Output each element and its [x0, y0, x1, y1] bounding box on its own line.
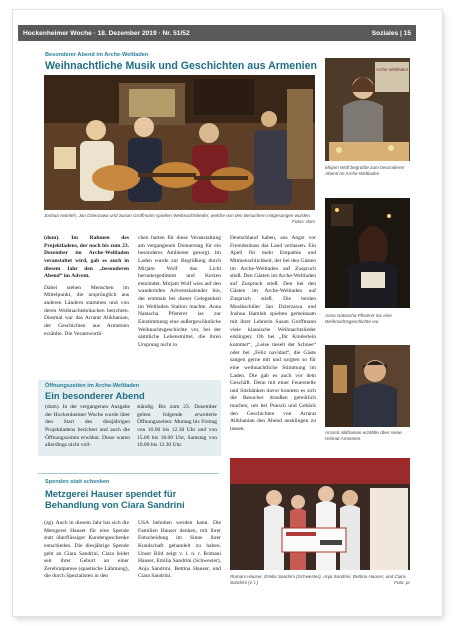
article2-photo-caption [230, 574, 410, 586]
page-header [18, 25, 416, 41]
side-caption-2: Anna Natascha Pfisterer las eine Weihnachtsgeschichte vor. [325, 313, 392, 325]
photo-arrarat-alikhanian [325, 345, 410, 427]
article2-kicker: Spenden statt schenken [45, 479, 110, 485]
article2-col1-body: (zg). Auch in diesem Jahr hat sich die Metzgerei Hauser für eine Spende statt überflüssiger Kundengeschenke entschieden. Die diesjährige Spende geht an Ciara Sandrini. Ciara leidet seit ihrer Geburt an einer Zerebralparese (spastische Lähmung), die durch Spezialisten in den [44, 520, 129, 580]
weltladen-sign: Arche Weltladen [375, 67, 409, 72]
article1-col1-body: Dabei stehen Menschen im Mittelpunkt, die ursprünglich aus anderen Ländern stammen und von deren Weihnachtsbräuchen berichten. Diesmal war das Arrarat Alikhanian, der Geschichten aus Armenien erzählte. Die Verantwortli- [44, 284, 129, 337]
article1-headline: Weihnachtliche Musik und Geschichten aus Armenien [45, 60, 317, 72]
article1-column-3 [230, 235, 316, 438]
photo-anna-pfisterer [325, 198, 410, 308]
article2-col2-body: USA behoben werden kann. Die Familien Hauser denken, mit ihrer Entscheidung im Sinne ihrer Kundschaft gehandelt zu haben. Unser Bild zeigt v. l. n. r. Romani Hauser, Emilia Sandrini (Schwester), Anja Sandrini, Bettina Hauser, und Ciara Sandrini. [138, 520, 221, 580]
article2-photo-credit: Foto: pr [394, 580, 410, 586]
side-caption-3: Arrarat Alikhanian erzählte über seine Heimat Armenien. [325, 430, 402, 442]
photo-mirjam-wolf [325, 58, 410, 161]
main-photo-caption [44, 213, 315, 225]
article1-kicker: Besonderer Abend im Arche-Weltladen [45, 52, 149, 58]
article1-lead: (dom). Im Rahmen des Projektladens, der noch bis zum 23. Dezember im Arche-Weltladen veranstaltet wird, gab es auch in diesem Jahr den „besonderen Abend“ im Advent. [44, 235, 129, 280]
main-photo-musicians [44, 75, 315, 210]
infobox-headline: Ein besonderer Abend [45, 390, 145, 401]
article1-column-2 [138, 235, 221, 354]
article2-column-1 [44, 520, 129, 585]
article1-col3-body: Deutschland haben, aus Angst vor Fremdenhass das Land verlassen. Ein Apell für mehr Empathie und Mitmenschlichkeit, der bei den Gästen im Arche-Weltladen auf Zuspruch stieß. Den Gästen im Arche-Weltladen auf Zuspruch stieß. Den bei den Gästen im Arche-Weltladen auf Zuspruch stieß. Die beiden Musikschüler Jan Dzierzawa und Joshua Hamleh spielten gemeinsam mit ihrer Lehrerin Susan Groffmann viele klassische Weihnachtslieder erklingen: Ob bei „Ihr Kinderlein kommet“, „Leise rieselt der Schnee“ oder bei „Feliz navidad“, die Gäste sangen gerne mit und sorgten so für eine weihnachtliche Stimmung im Laden. Die gab es auch vor dem Geschäft. Denn mit einer Feuerstelle und Sitzbänken davor konnten es sich die Besucher draußen gemütlich machen, um bei Punsch und Gebäck den Geschichten von Arrarat Alikhanian den Abend ausklingen zu lassen. [230, 235, 316, 433]
article1-col2-body: chen hatten für diese Veranstaltung am vergangenen Donnerstag für ein besonderes Ambiente gesorgt. Im Laden wurde zur Begrüßung durch Mirjam Wolf das Licht heruntergedimmt und Kerzen entzündet. Mirjam Wolf wies auf den wandernden Adventskalender hin, der erstmals bei dieser Gelegenheit im Weltladen Station machte. Anna Natascha Pfisterer las zur Einstimmung eine außergewöhnliche Weihnachtsgeschichte vor, bei der sämtliche Lebensmittel, die ihren Ursprung nicht in [138, 235, 221, 348]
header-section: Soziales | 15 [371, 29, 411, 37]
section-divider [38, 473, 219, 474]
article2-headline: Metzgerei Hauser spendet für Behandlung von Ciara Sandrini [45, 488, 185, 511]
photo-hauser-donation [230, 458, 410, 570]
main-caption-text: Joshua Hamleh, Jan Dzierzawa und Susan Groffmann spielten Weihnachtslieder, welche von den Besuchern mitgesungen wurden. [44, 213, 312, 218]
infobox-col1-body: (dom). In der vergangenen Ausgabe der Hockenheimer Woche wurde über den Start des diesjährigen Projektladens berichtet und auch die Öffnungszeiten erwähnt. Diese waren allerdings nicht voll- [45, 404, 130, 449]
header-publication: Hockenheimer Woche · 18. Dezember 2019 · Nr. 51/52 [23, 29, 190, 37]
article2-column-2 [138, 520, 221, 585]
article1-column-1 [44, 235, 129, 342]
main-photo-credit: Fotos: dom [292, 219, 315, 225]
infobox-col2-body: ständig. Bis zum 23. Dezember gelten folgende erweiterte Öffnungszeiten: Montag bis Freitag von 10.00 bis 12.30 Uhr und von 15.00 bis 18.00 Uhr, Samstag von 10.00 bis 12.30 Uhr. [137, 404, 217, 449]
article2-caption-text: Romani Hauser, Emilia Sandrini (Schwester), Anja Sandrini, Bettina Hauser, und Ciara Sandrini (v. l.) [230, 574, 406, 586]
infobox-kicker: Öffnungszeiten im Arche-Weltladen [45, 383, 140, 389]
side-caption-1: Mirjam Wolf begrüßte zum besonderen Abend im Arche-Weltladen [325, 165, 405, 177]
infobox-column-2 [137, 404, 217, 454]
infobox-column-1 [45, 404, 130, 454]
